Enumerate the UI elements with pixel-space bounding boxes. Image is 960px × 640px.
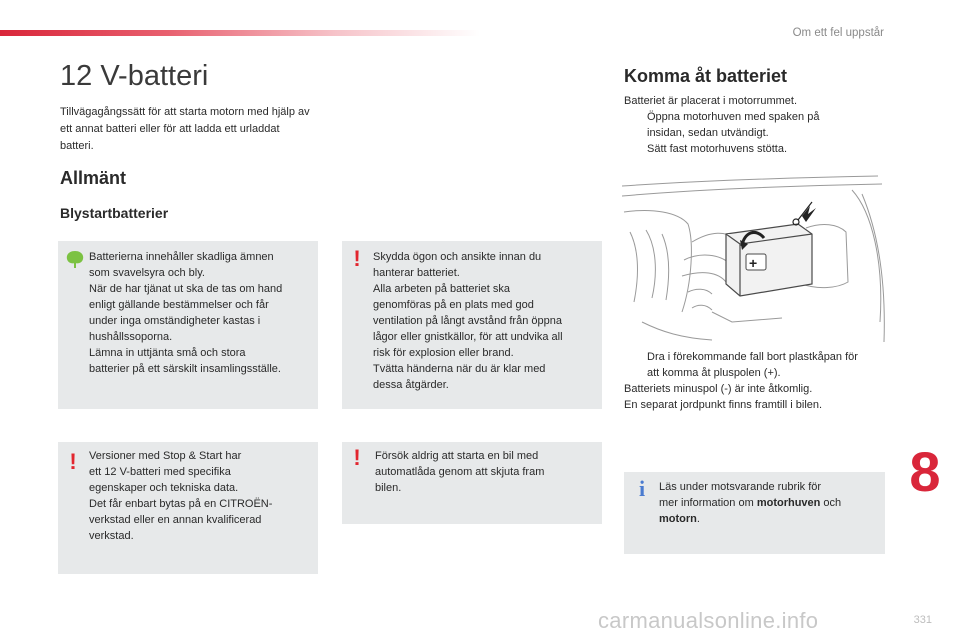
info-link-bonnet: motorhuven xyxy=(756,497,821,509)
subsection-title-lead-batteries: Blystartbatterier xyxy=(60,205,169,221)
info-icon: i xyxy=(638,476,646,501)
section-title-general: Allmänt xyxy=(60,168,127,188)
info-box xyxy=(624,472,885,554)
top-accent-bar xyxy=(0,30,480,36)
step-text: Dra i förekommande fall bort plastkåpan för att komma åt pluspolen (+). xyxy=(647,351,858,379)
battery-location-text: Batteriet är placerat i motorrummet. xyxy=(624,95,798,107)
step-remove-plastic-cover xyxy=(624,349,894,381)
page-title: 12 V-batteri xyxy=(60,60,209,92)
info-text-prefix: Läs under motsvarande rubrik för mer information om xyxy=(659,481,822,509)
info-link-engine: motorn xyxy=(659,513,697,525)
section-title-access-battery: Komma åt batteriet xyxy=(624,66,788,86)
info-text-suffix: . xyxy=(696,513,700,525)
warning-exclamation-icon: ! xyxy=(69,449,77,474)
plus-terminal-label: + xyxy=(749,255,758,271)
eco-leaf-icon xyxy=(65,250,85,268)
intro-paragraph: Tillvägagångssätt för att starta motorn med hjälp av ett annat batteri eller för att ladda ett urladdat batteri. xyxy=(60,106,310,152)
warning-box-stopstart xyxy=(58,442,318,574)
info-text xyxy=(659,479,879,527)
watermark: carmanualsonline.info xyxy=(598,608,819,633)
ground-point-note: En separat jordpunkt finns framtill i bilen. xyxy=(624,399,823,411)
warning-stopstart-text: Versioner med Stop & Start har ett 12 V-batteri med specifika egenskaper och tekniska data. Det får enbart bytas på en CITROËN- verkstad eller en annan kvalificerad verkstad. xyxy=(89,450,273,542)
warning-push-text: Försök aldrig att starta en bil med automatlåda genom att skjuta fram bilen. xyxy=(375,450,545,494)
step-text: Öppna motorhuven med spaken på insidan, sedan utvändigt. xyxy=(647,111,820,139)
step-open-bonnet xyxy=(624,109,884,141)
environment-box xyxy=(58,241,318,409)
chapter-header: Om ett fel uppstår xyxy=(792,27,884,39)
warning-box-push-start xyxy=(342,442,602,524)
warning-exclamation-icon: ! xyxy=(353,445,361,470)
step-text: Sätt fast motorhuvens stötta. xyxy=(647,143,788,155)
environment-text: Batterierna innehåller skadliga ämnen som svavelsyra och bly. När de har tjänat ut ska de tas om hand enligt gällande bestämmelser och får under inga omständigheter kastas i hushållssoporna. Lämna in uttjänta små och stora batterier på ett särskilt insamlingsställe. xyxy=(89,251,283,375)
chapter-number: 8 xyxy=(909,440,941,503)
minus-terminal-note: Batteriets minuspol (-) är inte åtkomlig. xyxy=(624,383,813,395)
warning-exclamation-icon: ! xyxy=(353,246,361,271)
engine-compartment-illustration xyxy=(622,172,886,344)
warning-box-eyes xyxy=(342,241,602,409)
step-fix-stay xyxy=(624,141,884,157)
page-number: 331 xyxy=(913,614,932,626)
warning-eyes-text: Skydda ögon och ansikte innan du hanterar batteriet. Alla arbeten på batteriet ska genomföras på en plats med god ventilation på långt avstånd från öppna lågor eller gnistkällor, för att undvika all risk för explosion eller brand. Tvätta händerna när du är klar med dessa åtgärder. xyxy=(373,251,563,391)
info-text-mid: och xyxy=(820,497,842,509)
